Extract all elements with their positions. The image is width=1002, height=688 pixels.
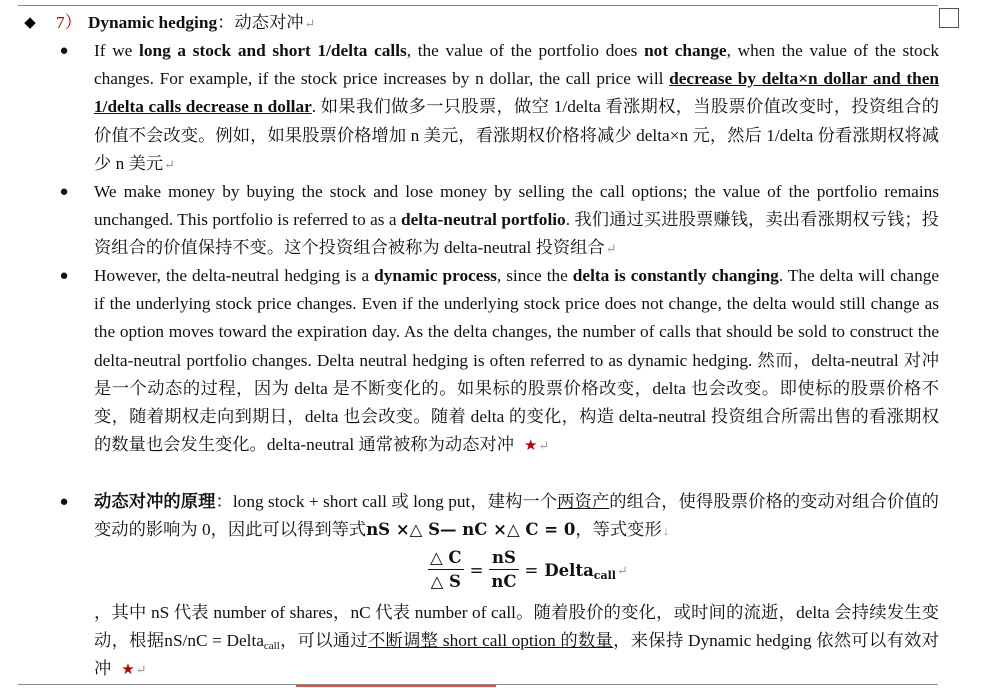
subscript: call xyxy=(263,640,280,653)
text: ：long stock + short call 或 long put，建构一个 xyxy=(215,492,558,511)
formula-block xyxy=(428,547,628,599)
underlined-text: 不断调整 short call option 的数量 xyxy=(367,631,614,651)
text: ，来保持 Dynamic hedging 依然可以有效对冲 xyxy=(94,631,939,679)
heading-cn-title: 动态对冲 xyxy=(234,13,304,32)
text: ，其中 nS 代表 number of shares，nC 代表 number of call。随着股价的变化，或时间的流逝，delta 会持续发生变动，根据 xyxy=(94,603,939,651)
star-icon: ★ xyxy=(523,438,538,455)
text: ，等式变形 xyxy=(575,520,662,540)
heading-title: Dynamic hedging xyxy=(87,13,218,32)
red-underline-mark xyxy=(296,685,496,687)
paragraph-mark-icon: ↵ xyxy=(135,662,147,678)
bullet-icon: ● xyxy=(59,268,69,284)
checkbox-icon[interactable] xyxy=(939,8,959,28)
paragraph-1 xyxy=(94,37,939,179)
bold-text: long a stock and short 1/delta calls xyxy=(139,41,407,60)
underlined-text: 两资产 xyxy=(557,492,610,511)
heading-colon: ： xyxy=(217,13,235,32)
equals-sign: = xyxy=(469,561,484,580)
numerator: nS xyxy=(489,547,518,570)
numerator: △ C xyxy=(428,547,464,570)
delta-call xyxy=(544,561,616,580)
top-rule xyxy=(18,5,938,6)
heading-number: 7） xyxy=(56,13,82,32)
star-icon: ★ xyxy=(121,662,135,679)
text: ，可以通过 xyxy=(279,631,368,651)
denominator: △ S xyxy=(430,572,461,591)
diamond-bullet-icon: ◆ xyxy=(24,15,36,31)
fraction-shares xyxy=(489,547,518,594)
bold-text: dynamic process xyxy=(374,266,497,285)
underlined-bold-text: decrease by delta×n dollar and then 1/delta calls decrease n dollar xyxy=(94,69,939,117)
paragraph-5 xyxy=(94,599,939,685)
paragraph-mark-icon: ↵ xyxy=(538,438,550,454)
line-break-icon: ↓ xyxy=(662,523,670,539)
text: , when the value of the stock changes. For example, if the stock price increases by n dollar, the call price will xyxy=(94,41,940,89)
fraction-delta xyxy=(428,547,464,594)
text: . 如果我们做多一只股票，做空 1/delta 看涨期权，当股票价值改变时，投资组合的价值不会改变。例如，如果股票价格增加 n 美元，看涨期权价格将减少 delta×n 元，然后 1/delta 份看涨期权将减少 n 美元 xyxy=(94,97,939,173)
bullet-icon: ● xyxy=(59,43,69,59)
equals-sign: = xyxy=(524,561,539,580)
paragraph-mark-icon: ↵ xyxy=(616,562,628,578)
paragraph-4 xyxy=(94,488,939,545)
paragraph-3 xyxy=(94,262,939,460)
bold-text: not change xyxy=(644,41,727,60)
equation: nS/nC = Delta xyxy=(164,631,264,651)
text: , since the xyxy=(496,266,573,285)
bullet-icon: ● xyxy=(59,184,69,200)
paragraph-mark-icon: ↵ xyxy=(164,156,176,172)
text: , the value of the portfolio does xyxy=(406,41,645,60)
text: . The delta will change if the underlying stock price changes. Even if the underlying stock price does not change, the delta would still change as the option moves toward the expiration day. As the delta changes, the number of calls that should be sold to construct the delta-neutral portfolio changes. Delta neutral hedging is often referred to as dynamic hedging. 然而，delta-neutral 对冲是一个动态的过程，因为 delta 是不断变化的。如果标的股票价格改变，delta 也会改变。即使标的股票价格不变，随着期权走向到期日，delta 也会改变。随着 delta 的变化，构造 delta-neutral 投资组合所需出售的看涨期权的数量也会发生变化。delta-neutral 通常被称为动态对冲 xyxy=(94,266,940,455)
paragraph-mark-icon: ↵ xyxy=(304,16,316,31)
text: We make money by buying the stock and lose money by selling the call options; the value of the portfolio remains unchanged. This portfolio is referred to as a xyxy=(94,182,939,230)
bold-text: delta is constantly changing xyxy=(572,266,779,285)
denominator: nC xyxy=(491,572,517,591)
text: If we xyxy=(94,41,140,60)
bold-text: delta-neutral portfolio xyxy=(400,210,566,230)
paragraph-mark-icon: ↵ xyxy=(605,241,617,257)
paragraph-2 xyxy=(94,178,939,264)
equation: nS ×△ S— nC ×△ C = 0 xyxy=(366,520,576,540)
subscript: call xyxy=(593,569,616,582)
section-heading xyxy=(20,9,315,37)
text: . 我们通过买进股票赚钱，卖出看涨期权亏钱；投资组合的价值保持不变。这个投资组合被称为 delta-neutral 投资组合 xyxy=(94,210,939,258)
bullet-icon: ● xyxy=(59,494,69,510)
delta-text: Delta xyxy=(544,561,594,580)
text: 的组合，使得股票价格的变动对组合价值的变动的影响为 0，因此可以得到等式 xyxy=(94,492,939,540)
text: However, the delta-neutral hedging is a xyxy=(94,266,375,285)
bold-text: 动态对冲的原理 xyxy=(94,492,216,511)
